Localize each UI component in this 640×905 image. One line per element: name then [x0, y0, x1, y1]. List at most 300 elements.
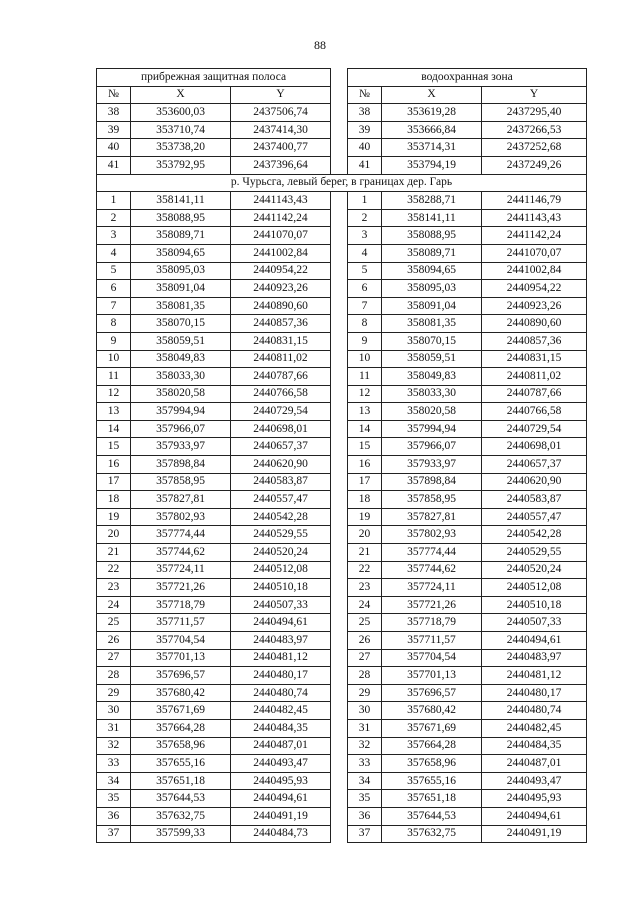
right-num-cell: 2	[348, 209, 382, 227]
left-x-cell: 358049,83	[131, 350, 231, 368]
left-y-cell: 2440480,74	[231, 684, 331, 702]
left-num-cell: 36	[97, 807, 131, 825]
left-y-cell: 2440487,01	[231, 737, 331, 755]
table-row	[97, 227, 587, 245]
table-row	[97, 297, 587, 315]
table-row	[97, 350, 587, 368]
right-num-cell: 7	[348, 297, 382, 315]
left-y-cell: 2440620,90	[231, 456, 331, 474]
left-y-cell: 2440557,47	[231, 491, 331, 509]
table-row	[97, 156, 587, 174]
left-y-cell: 2440857,36	[231, 315, 331, 333]
left-y-cell: 2437506,74	[231, 104, 331, 122]
right-x-cell: 357802,93	[382, 526, 482, 544]
left-num-cell: 14	[97, 420, 131, 438]
right-y-cell: 2440557,47	[482, 508, 587, 526]
right-num-cell: 25	[348, 614, 382, 632]
right-x-cell: 357704,54	[382, 649, 482, 667]
right-y-cell: 2441146,79	[482, 192, 587, 210]
left-y-cell: 2440698,01	[231, 420, 331, 438]
left-num-cell: 34	[97, 772, 131, 790]
right-x-cell: 357711,57	[382, 632, 482, 650]
table-row	[97, 667, 587, 685]
table-row	[97, 614, 587, 632]
table-row	[97, 139, 587, 157]
right-y-cell: 2441143,43	[482, 209, 587, 227]
left-x-cell: 357696,57	[131, 667, 231, 685]
right-y-cell: 2437249,26	[482, 156, 587, 174]
right-num-cell: 22	[348, 561, 382, 579]
right-num-cell: 16	[348, 456, 382, 474]
left-num-cell: 31	[97, 719, 131, 737]
right-y-cell: 2441070,07	[482, 244, 587, 262]
left-num-cell: 23	[97, 579, 131, 597]
right-y-cell: 2440507,33	[482, 614, 587, 632]
left-num-cell: 29	[97, 684, 131, 702]
table-row	[97, 632, 587, 650]
section-row	[97, 174, 587, 192]
table-row	[97, 280, 587, 298]
left-y-cell: 2440493,47	[231, 755, 331, 773]
table-row	[97, 491, 587, 509]
left-x-cell: 358088,95	[131, 209, 231, 227]
left-x-cell: 357724,11	[131, 561, 231, 579]
left-num-cell: 22	[97, 561, 131, 579]
column-gap	[331, 825, 348, 843]
left-num-cell: 12	[97, 385, 131, 403]
left-num-cell: 32	[97, 737, 131, 755]
right-y-cell: 2440831,15	[482, 350, 587, 368]
table-row	[97, 684, 587, 702]
left-y-cell: 2440890,60	[231, 297, 331, 315]
left-x-cell: 357655,16	[131, 755, 231, 773]
right-num-header: №	[348, 86, 382, 104]
right-y-cell: 2440480,17	[482, 684, 587, 702]
left-y-cell: 2441142,24	[231, 209, 331, 227]
table-row	[97, 772, 587, 790]
right-zone-header: водоохранная зона	[348, 69, 587, 87]
column-header-row	[97, 86, 587, 104]
right-x-cell: 358089,71	[382, 244, 482, 262]
table-row	[97, 209, 587, 227]
right-num-cell: 17	[348, 473, 382, 491]
left-x-cell: 357898,84	[131, 456, 231, 474]
left-num-cell: 26	[97, 632, 131, 650]
right-num-cell: 21	[348, 544, 382, 562]
left-x-cell: 358081,35	[131, 297, 231, 315]
left-x-cell: 357966,07	[131, 420, 231, 438]
right-num-cell: 6	[348, 280, 382, 298]
right-num-cell: 3	[348, 227, 382, 245]
left-num-cell: 13	[97, 403, 131, 421]
left-y-cell: 2437414,30	[231, 121, 331, 139]
right-num-cell: 36	[348, 807, 382, 825]
left-num-cell: 17	[97, 473, 131, 491]
right-y-cell: 2440482,45	[482, 719, 587, 737]
left-x-cell: 357711,57	[131, 614, 231, 632]
right-y-cell: 2440811,02	[482, 368, 587, 386]
right-x-cell: 357644,53	[382, 807, 482, 825]
right-num-cell: 12	[348, 385, 382, 403]
column-gap	[331, 473, 348, 491]
table-row	[97, 315, 587, 333]
column-gap	[331, 632, 348, 650]
right-y-cell: 2440481,12	[482, 667, 587, 685]
left-num-cell: 11	[97, 368, 131, 386]
left-x-cell: 357644,53	[131, 790, 231, 808]
column-gap	[331, 790, 348, 808]
left-num-cell: 27	[97, 649, 131, 667]
right-num-cell: 29	[348, 684, 382, 702]
left-zone-header: прибрежная защитная полоса	[97, 69, 331, 87]
column-gap	[331, 368, 348, 386]
left-x-cell: 357701,13	[131, 649, 231, 667]
left-y-cell: 2440831,15	[231, 332, 331, 350]
table-row	[97, 104, 587, 122]
right-y-cell: 2440766,58	[482, 403, 587, 421]
column-gap	[331, 614, 348, 632]
left-num-cell: 38	[97, 104, 131, 122]
column-gap	[331, 156, 348, 174]
left-x-cell: 358091,04	[131, 280, 231, 298]
left-y-cell: 2437400,77	[231, 139, 331, 157]
right-num-cell: 30	[348, 702, 382, 720]
table-row	[97, 649, 587, 667]
table-row	[97, 790, 587, 808]
right-y-cell: 2440493,47	[482, 772, 587, 790]
left-y-cell: 2441002,84	[231, 244, 331, 262]
table-row	[97, 385, 587, 403]
column-gap	[331, 227, 348, 245]
left-x-cell: 357721,26	[131, 579, 231, 597]
column-gap	[331, 262, 348, 280]
right-x-cell: 357696,57	[382, 684, 482, 702]
left-num-cell: 24	[97, 596, 131, 614]
right-y-cell: 2437266,53	[482, 121, 587, 139]
right-x-cell: 353714,31	[382, 139, 482, 157]
left-num-cell: 39	[97, 121, 131, 139]
left-x-cell: 358094,65	[131, 244, 231, 262]
right-x-cell: 357744,62	[382, 561, 482, 579]
left-x-cell: 358059,51	[131, 332, 231, 350]
right-y-cell: 2440657,37	[482, 456, 587, 474]
left-y-header: Y	[231, 86, 331, 104]
right-num-cell: 37	[348, 825, 382, 843]
right-y-header: Y	[482, 86, 587, 104]
table-row	[97, 332, 587, 350]
right-y-cell: 2440512,08	[482, 579, 587, 597]
right-y-cell: 2440491,19	[482, 825, 587, 843]
right-num-cell: 35	[348, 790, 382, 808]
right-x-cell: 357933,97	[382, 456, 482, 474]
right-num-cell: 31	[348, 719, 382, 737]
left-num-cell: 25	[97, 614, 131, 632]
table-row	[97, 807, 587, 825]
right-y-cell: 2440487,01	[482, 755, 587, 773]
left-y-cell: 2440480,17	[231, 667, 331, 685]
left-num-cell: 4	[97, 244, 131, 262]
right-num-cell: 15	[348, 438, 382, 456]
right-num-cell: 20	[348, 526, 382, 544]
right-x-cell: 358091,04	[382, 297, 482, 315]
column-gap	[331, 104, 348, 122]
left-y-cell: 2440481,12	[231, 649, 331, 667]
left-num-cell: 8	[97, 315, 131, 333]
column-gap	[331, 297, 348, 315]
right-num-cell: 13	[348, 403, 382, 421]
right-num-cell: 1	[348, 192, 382, 210]
right-y-cell: 2440857,36	[482, 332, 587, 350]
left-y-cell: 2440583,87	[231, 473, 331, 491]
right-y-cell: 2440495,93	[482, 790, 587, 808]
right-num-cell: 28	[348, 667, 382, 685]
column-gap	[331, 561, 348, 579]
right-y-cell: 2440494,61	[482, 632, 587, 650]
column-gap	[331, 719, 348, 737]
column-gap	[331, 649, 348, 667]
left-y-cell: 2440483,97	[231, 632, 331, 650]
right-x-cell: 357651,18	[382, 790, 482, 808]
table-row	[97, 526, 587, 544]
left-y-cell: 2440811,02	[231, 350, 331, 368]
left-y-cell: 2441070,07	[231, 227, 331, 245]
right-num-cell: 19	[348, 508, 382, 526]
column-gap	[331, 315, 348, 333]
coordinates-table	[96, 68, 587, 843]
left-x-cell: 358020,58	[131, 385, 231, 403]
left-x-cell: 358070,15	[131, 315, 231, 333]
right-x-cell: 357994,94	[382, 420, 482, 438]
right-x-cell: 358095,03	[382, 280, 482, 298]
left-y-cell: 2440491,19	[231, 807, 331, 825]
right-x-cell: 353619,28	[382, 104, 482, 122]
zone-header-row	[97, 69, 587, 87]
right-x-cell: 353666,84	[382, 121, 482, 139]
table-row	[97, 596, 587, 614]
table-row	[97, 368, 587, 386]
right-y-cell: 2440480,74	[482, 702, 587, 720]
left-y-cell: 2440520,24	[231, 544, 331, 562]
column-gap	[331, 737, 348, 755]
right-x-cell: 357827,81	[382, 508, 482, 526]
right-x-cell: 358094,65	[382, 262, 482, 280]
left-x-cell: 357651,18	[131, 772, 231, 790]
table-row	[97, 579, 587, 597]
right-num-cell: 39	[348, 121, 382, 139]
left-num-cell: 33	[97, 755, 131, 773]
left-num-cell: 20	[97, 526, 131, 544]
left-x-cell: 357802,93	[131, 508, 231, 526]
left-x-cell: 357744,62	[131, 544, 231, 562]
column-gap	[331, 280, 348, 298]
table-row	[97, 262, 587, 280]
left-y-cell: 2440484,35	[231, 719, 331, 737]
left-num-cell: 16	[97, 456, 131, 474]
column-gap	[331, 385, 348, 403]
left-y-cell: 2440512,08	[231, 561, 331, 579]
column-gap	[331, 139, 348, 157]
left-x-cell: 358089,71	[131, 227, 231, 245]
right-y-cell: 2440542,28	[482, 526, 587, 544]
right-x-cell: 357718,79	[382, 614, 482, 632]
column-gap	[331, 69, 348, 87]
right-num-cell: 33	[348, 755, 382, 773]
left-x-cell: 358095,03	[131, 262, 231, 280]
right-x-cell: 358288,71	[382, 192, 482, 210]
left-y-cell: 2440510,18	[231, 579, 331, 597]
left-x-cell: 357671,69	[131, 702, 231, 720]
left-y-cell: 2440484,73	[231, 825, 331, 843]
right-x-cell: 358141,11	[382, 209, 482, 227]
column-gap	[331, 596, 348, 614]
left-y-cell: 2440507,33	[231, 596, 331, 614]
left-num-cell: 35	[97, 790, 131, 808]
left-num-cell: 19	[97, 508, 131, 526]
left-num-cell: 3	[97, 227, 131, 245]
left-x-cell: 357632,75	[131, 807, 231, 825]
right-y-cell: 2440484,35	[482, 737, 587, 755]
left-x-cell: 357658,96	[131, 737, 231, 755]
right-num-cell: 32	[348, 737, 382, 755]
left-y-cell: 2440494,61	[231, 790, 331, 808]
right-x-cell: 357858,95	[382, 491, 482, 509]
left-x-cell: 357858,95	[131, 473, 231, 491]
right-num-cell: 11	[348, 368, 382, 386]
table-row	[97, 702, 587, 720]
right-y-cell: 2440954,22	[482, 280, 587, 298]
left-num-cell: 2	[97, 209, 131, 227]
right-x-cell: 357655,16	[382, 772, 482, 790]
right-x-cell: 357774,44	[382, 544, 482, 562]
left-y-cell: 2440495,93	[231, 772, 331, 790]
right-num-cell: 41	[348, 156, 382, 174]
column-gap	[331, 403, 348, 421]
right-num-cell: 38	[348, 104, 382, 122]
right-x-cell: 357671,69	[382, 719, 482, 737]
left-x-cell: 357704,54	[131, 632, 231, 650]
left-x-cell: 357994,94	[131, 403, 231, 421]
left-y-cell: 2440766,58	[231, 385, 331, 403]
table-row	[97, 192, 587, 210]
table-row	[97, 121, 587, 139]
left-num-cell: 7	[97, 297, 131, 315]
left-num-cell: 37	[97, 825, 131, 843]
right-x-cell: 358020,58	[382, 403, 482, 421]
right-num-cell: 27	[348, 649, 382, 667]
column-gap	[331, 755, 348, 773]
right-y-cell: 2440583,87	[482, 491, 587, 509]
section-title: р. Чурьсга, левый берег, в границах дер. Гарь	[97, 174, 587, 192]
right-y-cell: 2440890,60	[482, 315, 587, 333]
right-num-cell: 18	[348, 491, 382, 509]
right-num-cell: 24	[348, 596, 382, 614]
left-x-cell: 357933,97	[131, 438, 231, 456]
left-y-cell: 2440954,22	[231, 262, 331, 280]
right-x-cell: 357664,28	[382, 737, 482, 755]
table-row	[97, 473, 587, 491]
right-y-cell: 2440494,61	[482, 807, 587, 825]
column-gap	[331, 544, 348, 562]
right-y-cell: 2440698,01	[482, 438, 587, 456]
table-row	[97, 544, 587, 562]
left-num-cell: 18	[97, 491, 131, 509]
right-y-cell: 2440483,97	[482, 649, 587, 667]
right-num-cell: 34	[348, 772, 382, 790]
right-x-cell: 357701,13	[382, 667, 482, 685]
left-y-cell: 2440494,61	[231, 614, 331, 632]
right-x-cell: 358033,30	[382, 385, 482, 403]
right-num-cell: 26	[348, 632, 382, 650]
column-gap	[331, 702, 348, 720]
right-y-cell: 2440520,24	[482, 561, 587, 579]
left-x-header: X	[131, 86, 231, 104]
left-num-cell: 41	[97, 156, 131, 174]
table-row	[97, 420, 587, 438]
left-num-cell: 28	[97, 667, 131, 685]
left-num-header: №	[97, 86, 131, 104]
right-x-cell: 357721,26	[382, 596, 482, 614]
right-x-cell: 357680,42	[382, 702, 482, 720]
left-x-cell: 357664,28	[131, 719, 231, 737]
left-num-cell: 30	[97, 702, 131, 720]
right-y-cell: 2437295,40	[482, 104, 587, 122]
left-y-cell: 2440787,66	[231, 368, 331, 386]
column-gap	[331, 244, 348, 262]
column-gap	[331, 350, 348, 368]
table-row	[97, 719, 587, 737]
right-y-cell: 2440510,18	[482, 596, 587, 614]
right-x-cell: 358049,83	[382, 368, 482, 386]
left-x-cell: 357718,79	[131, 596, 231, 614]
right-x-cell: 358070,15	[382, 332, 482, 350]
right-y-cell: 2437252,68	[482, 139, 587, 157]
left-x-cell: 357680,42	[131, 684, 231, 702]
left-x-cell: 353710,74	[131, 121, 231, 139]
left-num-cell: 10	[97, 350, 131, 368]
right-x-cell: 357632,75	[382, 825, 482, 843]
left-num-cell: 15	[97, 438, 131, 456]
left-y-cell: 2440923,26	[231, 280, 331, 298]
left-x-cell: 353738,20	[131, 139, 231, 157]
right-x-cell: 353794,19	[382, 156, 482, 174]
table-row	[97, 737, 587, 755]
left-num-cell: 21	[97, 544, 131, 562]
column-gap	[331, 86, 348, 104]
column-gap	[331, 420, 348, 438]
left-y-cell: 2437396,64	[231, 156, 331, 174]
column-gap	[331, 209, 348, 227]
left-x-cell: 357599,33	[131, 825, 231, 843]
table-row	[97, 561, 587, 579]
right-y-cell: 2440529,55	[482, 544, 587, 562]
right-x-cell: 357658,96	[382, 755, 482, 773]
right-num-cell: 14	[348, 420, 382, 438]
left-x-cell: 353792,95	[131, 156, 231, 174]
column-gap	[331, 772, 348, 790]
left-y-cell: 2440657,37	[231, 438, 331, 456]
left-num-cell: 40	[97, 139, 131, 157]
right-num-cell: 23	[348, 579, 382, 597]
left-y-cell: 2440529,55	[231, 526, 331, 544]
right-x-cell: 358059,51	[382, 350, 482, 368]
table-row	[97, 244, 587, 262]
right-x-cell: 358081,35	[382, 315, 482, 333]
right-y-cell: 2440923,26	[482, 297, 587, 315]
right-num-cell: 8	[348, 315, 382, 333]
column-gap	[331, 491, 348, 509]
right-x-cell: 357724,11	[382, 579, 482, 597]
left-x-cell: 357774,44	[131, 526, 231, 544]
